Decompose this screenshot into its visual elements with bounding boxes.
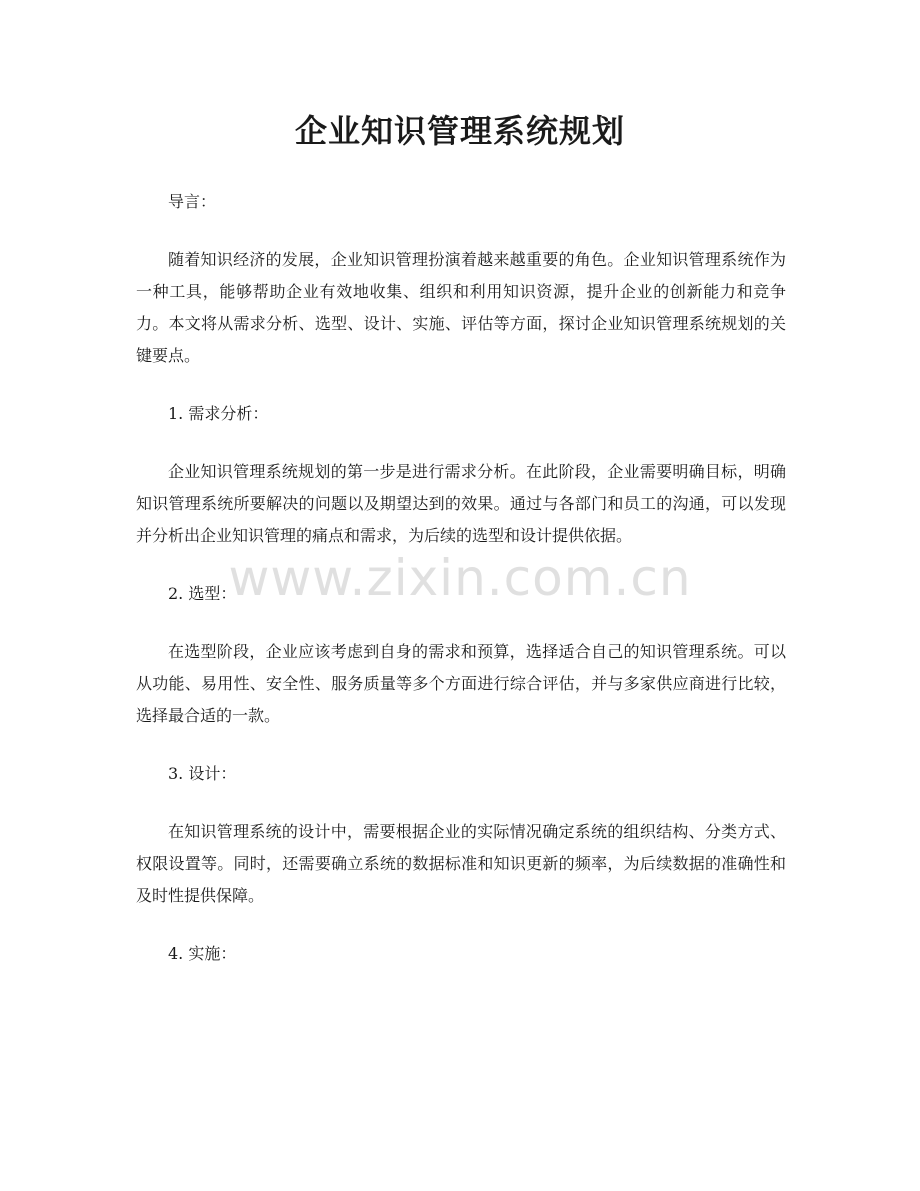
section-heading-implementation: 4. 实施： (168, 944, 237, 963)
section-paragraph-selection: 在选型阶段，企业应该考虑到自身的需求和预算，选择适合自己的知识管理系统。可以从功能、易用性、安全性、服务质量等多个方面进行综合评估，并与多家供应商进行比较，选择最合适的一款。 (136, 642, 786, 725)
section-paragraph-design: 在知识管理系统的设计中，需要根据企业的实际情况确定系统的组织结构、分类方式、权限设置等。同时，还需要确立系统的数据标准和知识更新的频率，为后续数据的准确性和及时性提供保障。 (136, 822, 786, 905)
section-paragraph-requirements: 企业知识管理系统规划的第一步是进行需求分析。在此阶段，企业需要明确目标，明确知识管理系统所要解决的问题以及期望达到的效果。通过与各部门和员工的沟通，可以发现并分析出企业知识管理的痛点和需求，为后续的选型和设计提供依据。 (136, 462, 786, 545)
intro-paragraph: 随着知识经济的发展，企业知识管理扮演着越来越重要的角色。企业知识管理系统作为一种工具，能够帮助企业有效地收集、组织和利用知识资源，提升企业的创新能力和竞争力。本文将从需求分析、选型、设计、实施、评估等方面，探讨企业知识管理系统规划的关键要点。 (136, 250, 786, 365)
watermark: www.zixin.com.cn (228, 549, 692, 607)
page-title: 企业知识管理系统规划 (294, 112, 625, 150)
section-heading-requirements: 1. 需求分析： (168, 404, 269, 423)
intro-label: 导言： (168, 192, 217, 211)
section-heading-selection: 2. 选型： (168, 584, 237, 603)
section-heading-design: 3. 设计： (168, 764, 237, 783)
